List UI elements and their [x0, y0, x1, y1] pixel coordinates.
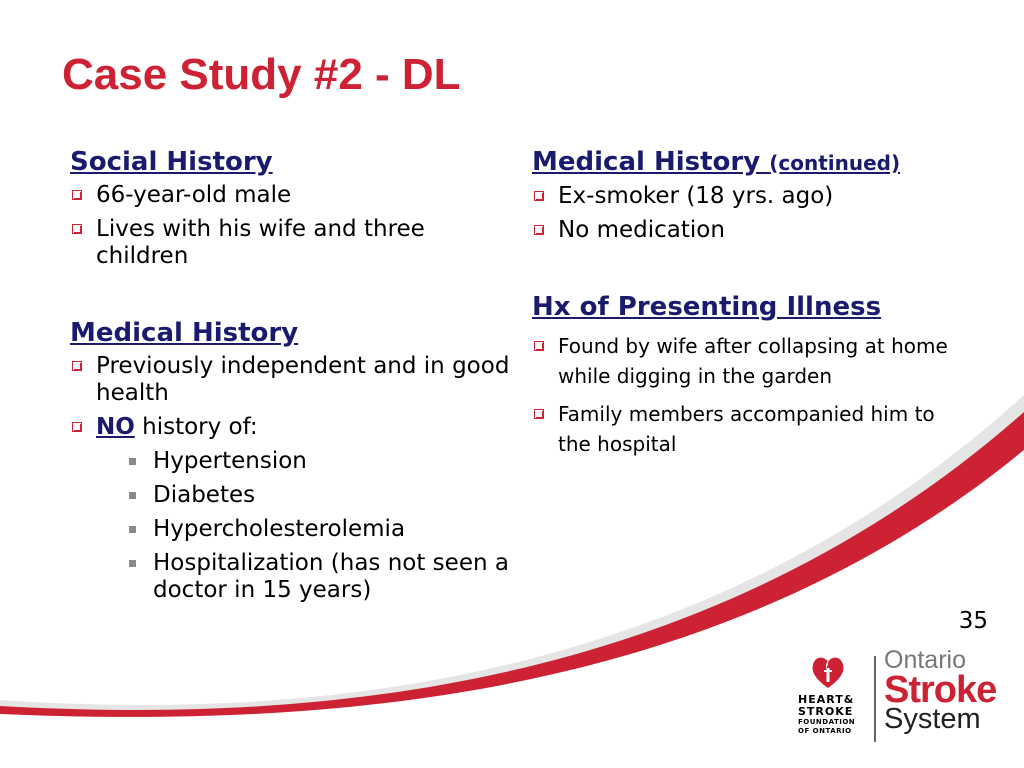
list-item: Ex-smoker (18 yrs. ago): [532, 183, 972, 210]
square-bullet-icon: [129, 526, 136, 533]
list-item: Hypertension: [127, 448, 510, 475]
checkbox-bullet-icon: [534, 341, 544, 351]
social-history-heading: Social History: [70, 147, 273, 177]
list-item: Lives with his wife and three children: [70, 216, 510, 270]
checkbox-bullet-icon: [72, 224, 82, 234]
list-item: No medication: [532, 217, 972, 244]
checkbox-bullet-icon: [72, 361, 82, 371]
checkbox-bullet-icon: [534, 409, 544, 419]
medical-history-continued-heading: Medical History (continued): [532, 147, 901, 177]
no-emphasis: NO: [96, 414, 135, 440]
checkbox-bullet-icon: [534, 191, 544, 201]
list-item: Family members accompanied him to the hospital: [532, 399, 972, 459]
square-bullet-icon: [129, 492, 136, 499]
heart-stroke-foundation-logo: HEART& STROKE FOUNDATION OF ONTARIO: [796, 648, 866, 736]
list-item: 66-year-old male: [70, 182, 510, 209]
square-bullet-icon: [129, 560, 136, 567]
ontario-stroke-system-wordmark: Ontario Stroke System: [884, 646, 997, 735]
list-item: Diabetes: [127, 482, 510, 509]
presenting-illness-list: [532, 331, 972, 459]
logo-divider: [874, 656, 876, 742]
list-item: Previously independent and in good health: [70, 353, 510, 407]
slide-title: Case Study #2 - DL: [62, 50, 461, 99]
heart-torch-icon: [810, 652, 846, 692]
history-sublist: [127, 448, 510, 604]
checkbox-bullet-icon: [72, 422, 82, 432]
page-number: 35: [958, 608, 988, 634]
medical-history-continued-list: [532, 183, 972, 244]
checkbox-bullet-icon: [72, 190, 82, 200]
medical-history-list: [70, 353, 510, 441]
checkbox-bullet-icon: [534, 225, 544, 235]
list-item: Hypercholesterolemia: [127, 516, 510, 543]
ontario-stroke-system-logo: [796, 648, 1016, 758]
right-column: [532, 146, 972, 461]
list-item: NO history of:: [70, 414, 510, 441]
left-column: [70, 146, 510, 611]
list-item: Hospitalization (has not seen a doctor in 15 years): [127, 550, 510, 604]
medical-history-heading: Medical History: [70, 318, 299, 348]
presenting-illness-heading: Hx of Presenting Illness: [532, 292, 882, 322]
square-bullet-icon: [129, 458, 136, 465]
social-history-list: [70, 182, 510, 270]
list-item: Found by wife after collapsing at home while digging in the garden: [532, 331, 972, 391]
